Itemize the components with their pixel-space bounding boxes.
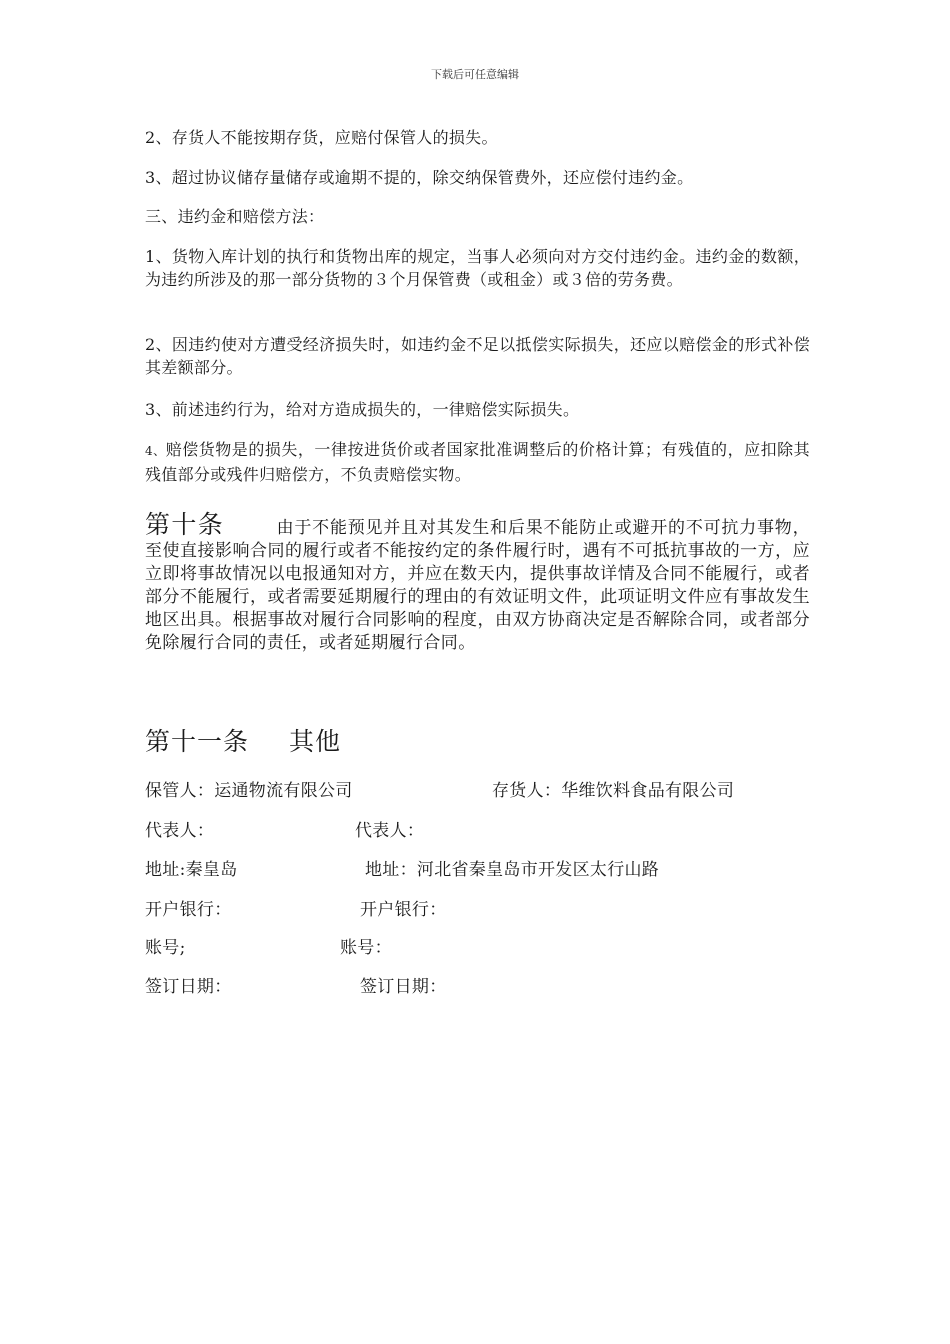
clause-2: 2、存货人不能按期存货，应赔付保管人的损失。	[145, 128, 498, 147]
section-3-heading: 三、违约金和赔偿方法：	[145, 207, 325, 226]
section-3-item-1: 1、货物入库计划的执行和货物出库的规定，当事人必须向对方交付违约金。违约金的数额，为违约所涉及的那一部分货物的３个月保管费（或租金）或３倍的劳务费。	[145, 247, 810, 289]
section-3-item-4-number: 4、	[145, 444, 166, 458]
depositor-account: 账号：	[340, 938, 392, 958]
header-note: 下载后可任意编辑	[431, 68, 519, 81]
depositor-address: 地址：河北省秦皇岛市开发区太行山路	[365, 860, 660, 880]
article-10	[145, 510, 810, 655]
depositor-representative: 代表人：	[355, 821, 425, 841]
section-3-item-3: 3、前述违约行为，给对方造成损失的，一律赔偿实际损失。	[145, 400, 580, 419]
keeper-sign-date: 签订日期：	[145, 977, 232, 997]
keeper-bank: 开户银行：	[145, 900, 232, 920]
depositor-name: 存货人：华维饮料食品有限公司	[492, 781, 735, 801]
article-11-subtitle: 其他	[289, 727, 342, 756]
keeper-representative: 代表人：	[145, 821, 215, 841]
keeper-address: 地址:秦皇岛	[145, 860, 238, 880]
section-3-item-4-text: 赔偿货物是的损失，一律按进货价或者国家批准调整后的价格计算；有残值的，应扣除其残值部分或残件归赔偿方，不负责赔偿实物。	[145, 440, 810, 484]
keeper-name: 保管人：运通物流有限公司	[145, 781, 353, 801]
article-11-title: 第十一条	[145, 727, 250, 756]
article-10-text: 由于不能预见并且对其发生和后果不能防止或避开的不可抗力事物，至使直接影响合同的履行或者不能按约定的条件履行时，遇有不可抵抗事故的一方，应立即将事故情况以电报通知对方，并应在数天内，提供事故详情及合同不能履行，或者部分不能履行，或者需要延期履行的理由的有效证明文件，此项证明文件应有事故发生地区出具。根据事故对履行合同影响的程度，由双方协商决定是否解除合同，或者部分免除履行合同的责任，或者延期履行合同。	[145, 518, 810, 653]
keeper-account: 账号;	[145, 938, 186, 958]
clause-3: 3、超过协议储存量储存或逾期不提的，除交纳保管费外，还应偿付违约金。	[145, 168, 694, 187]
section-3-item-2: 2、因违约使对方遭受经济损失时，如违约金不足以抵偿实际损失，还应以赔偿金的形式补偿其差额部分。	[145, 335, 810, 377]
article-10-title: 第十条	[145, 510, 225, 539]
article-11-heading	[145, 722, 341, 758]
depositor-bank: 开户银行：	[360, 900, 447, 920]
section-3-item-4	[145, 438, 810, 486]
depositor-sign-date: 签订日期：	[360, 977, 447, 997]
